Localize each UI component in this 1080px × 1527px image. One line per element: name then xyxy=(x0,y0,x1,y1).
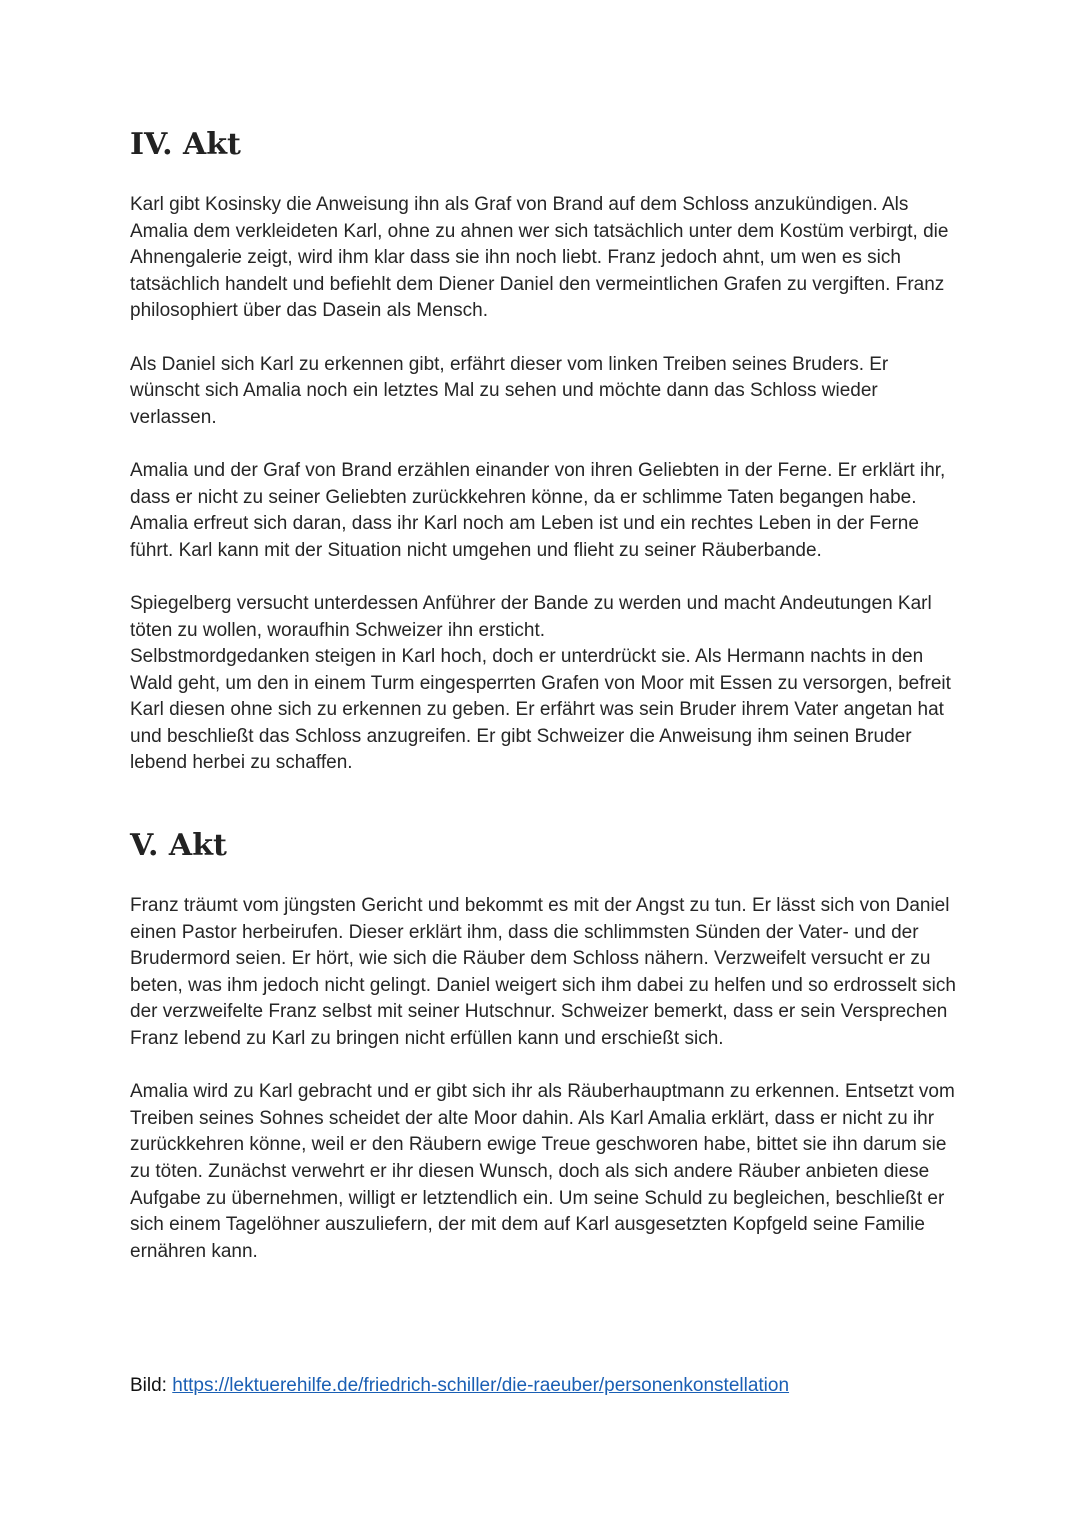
paragraph: Selbstmordgedanken steigen in Karl hoch, doch er unterdrückt sie. Als Hermann nachts in den Wald geht, um den in einem Turm eingesperrten Grafen von Moor mit Essen zu versorgen, befreit Karl diesen ohne sich zu erkennen zu geben. Er erfährt was sein Bruder ihrem Vater angetan hat und beschließt das Schloss anzugreifen. Er gibt Schweizer die Anweisung ihm seinen Bruder lebend herbei zu schaffen. xyxy=(130,646,951,774)
paragraph: Spiegelberg versucht unterdessen Anführer der Bande zu werden und macht Andeutungen Karl töten zu wollen, woraufhin Schweizer ihn ersticht. xyxy=(130,592,932,641)
paragraph: Als Daniel sich Karl zu erkennen gibt, erfährt dieser vom linken Treiben seines Bruders. Er wünscht sich Amalia noch ein letztes Mal zu sehen und möchte dann das Schloss wieder verlassen. xyxy=(130,353,889,428)
document-body xyxy=(130,122,960,1292)
section-heading-akt-5: V. Akt xyxy=(130,828,227,864)
paragraph: Karl gibt Kosinsky die Anweisung ihn als Graf von Brand auf dem Schloss anzukündigen. Als Amalia dem verkleideten Karl, ohne zu ahnen wer sich tatsächlich unter dem Kostüm verbirgt, die Ahnengalerie zeigt, wird ihm klar dass sie ihn noch liebt. Franz jedoch ahnt, um wen es sich tatsächlich handelt und befiehlt dem Diener Daniel den vermeintlichen Grafen zu vergiften. Franz philosophiert über das Dasein als Mensch. xyxy=(130,194,949,322)
source-link[interactable]: https://lektuerehilfe.de/friedrich-schiller/die-raeuber/personenkonstellation xyxy=(172,1375,790,1396)
image-source-line xyxy=(130,1373,789,1400)
source-label: Bild: xyxy=(130,1375,167,1396)
paragraph: Franz träumt vom jüngsten Gericht und bekommt es mit der Angst zu tun. Er lässt sich von Daniel einen Pastor herbeirufen. Dieser erklärt ihm, dass die schlimmsten Sünden der Vater- und der Brudermord seien. Er hört, wie sich die Räuber dem Schloss nähern. Verzweifelt versucht er zu beten, was ihm jedoch nicht gelingt. Daniel weigert sich ihm dabei zu helfen und so erdrosselt sich der verzweifelte Franz selbst mit seiner Hutschnur. Schweizer bemerkt, dass er sein Versprechen Franz lebend zu Karl zu bringen nicht erfüllen kann und erschießt sich. xyxy=(130,895,956,1050)
paragraph: Amalia wird zu Karl gebracht und er gibt sich ihr als Räuberhauptmann zu erkennen. Entsetzt vom Treiben seines Sohnes scheidet der alte Moor dahin. Als Karl Amalia erklärt, dass er nicht zu ihr zurückkehren könne, weil er den Räubern ewige Treue geschworen habe, bittet sie ihn darum sie zu töten. Zunächst verwehrt er ihr diesen Wunsch, doch als sich andere Räuber anbieten diese Aufgabe zu übernehmen, willigt er letztendlich ein. Um seine Schuld zu begleichen, beschließt er sich einem Tagelöhner auszuliefern, der mit dem auf Karl ausgesetzten Kopfgeld seine Familie ernähren kann. xyxy=(130,1081,955,1262)
paragraph: Amalia und der Graf von Brand erzählen einander von ihren Geliebten in der Ferne. Er erklärt ihr, dass er nicht zu seiner Geliebten zurückkehren könne, da er schlimme Taten begangen habe. Amalia erfreut sich daran, dass ihr Karl noch am Leben ist und ein rechtes Leben in der Ferne führt. Karl kann mit der Situation nicht umgehen und flieht zu seiner Räuberbande. xyxy=(130,459,946,561)
section-heading-akt-4: IV. Akt xyxy=(130,127,241,162)
